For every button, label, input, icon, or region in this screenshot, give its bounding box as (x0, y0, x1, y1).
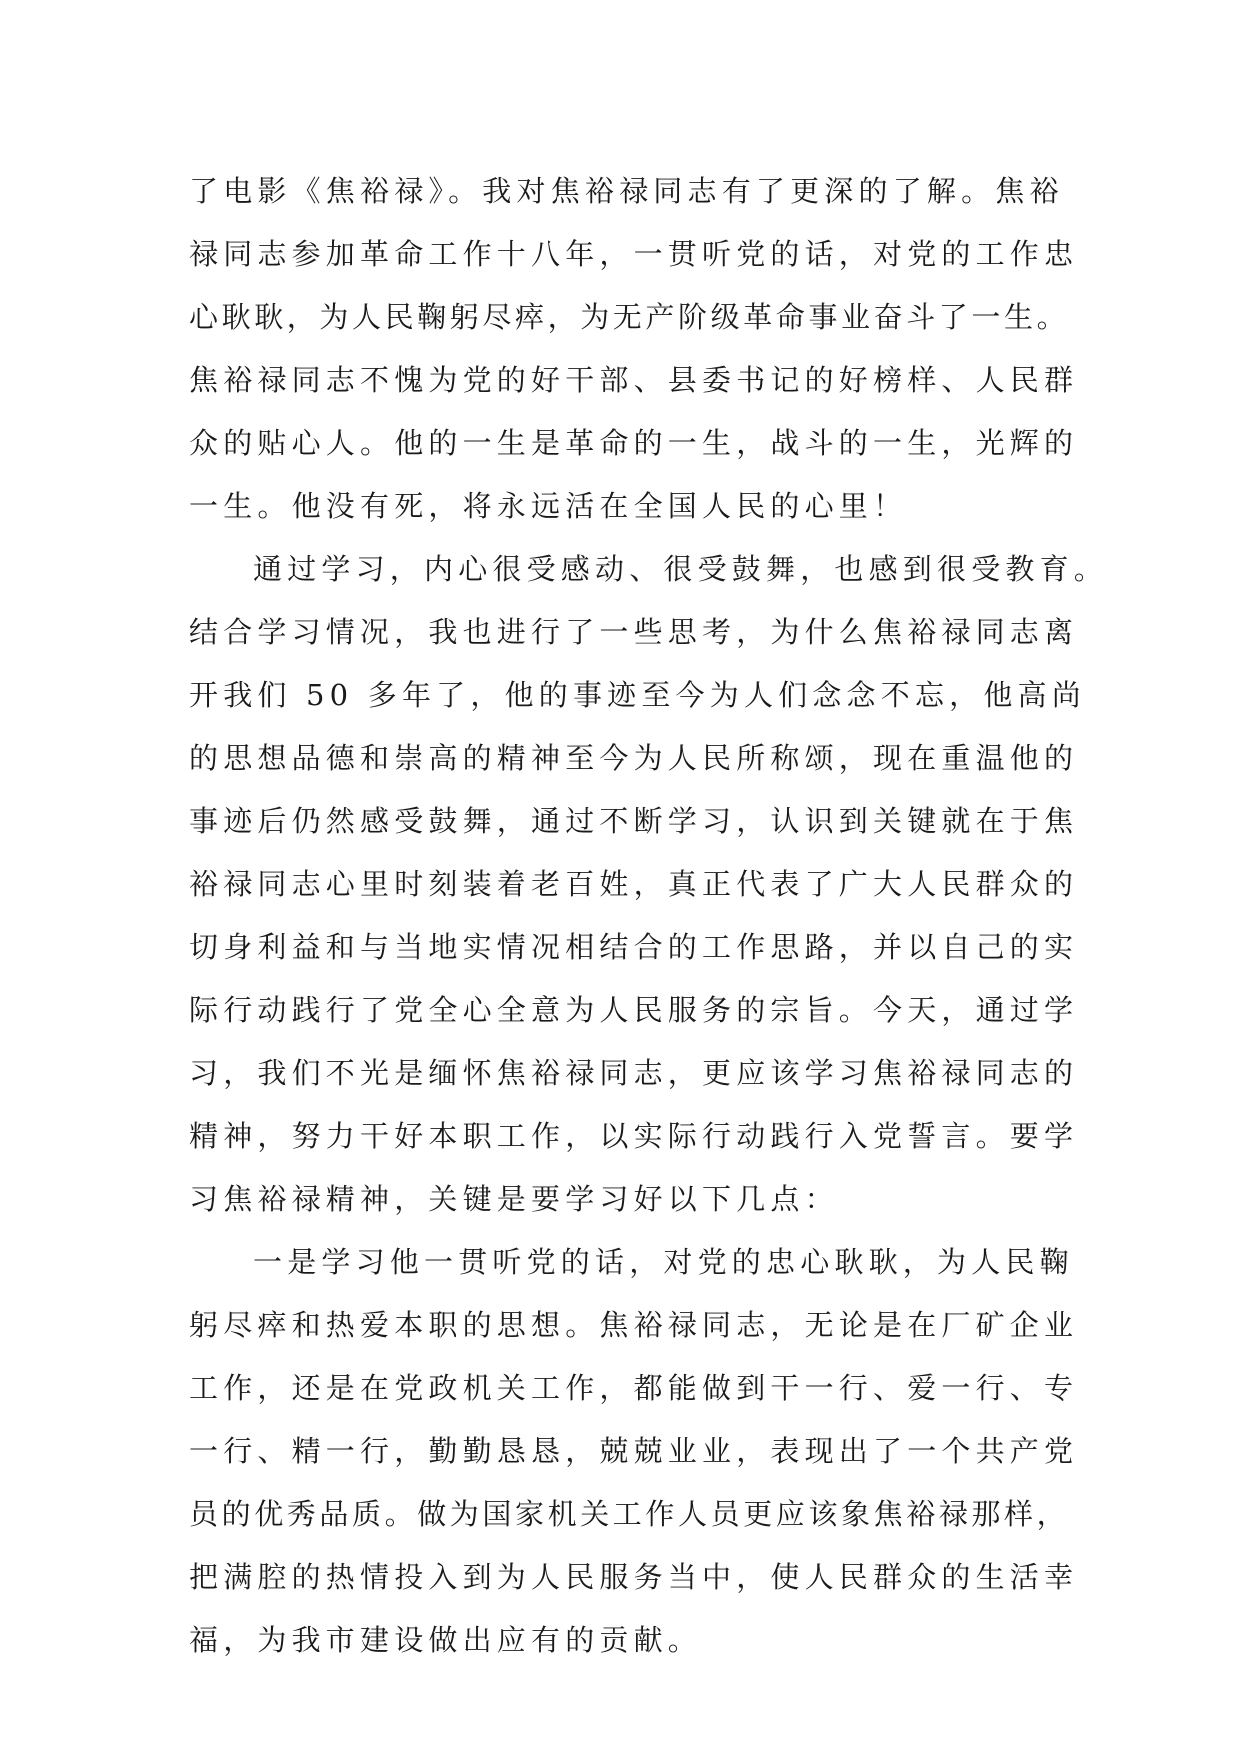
paragraph-line: 焦裕禄同志不愧为党的好干部、县委书记的好榜样、人民群 (189, 363, 1079, 397)
paragraph-line: 一行、精一行，勤勤恳恳，兢兢业业，表现出了一个共产党 (189, 1434, 1079, 1468)
paragraph-line: 把满腔的热情投入到为人民服务当中，使人民群众的生活幸 (189, 1560, 1079, 1594)
paragraph-line: 裕禄同志心里时刻装着老百姓，真正代表了广大人民群众的 (189, 867, 1079, 901)
paragraph-line: 的思想品德和崇高的精神至今为人民所称颂，现在重温他的 (189, 741, 1079, 775)
paragraph-line: 了电影《焦裕禄》。我对焦裕禄同志有了更深的了解。焦裕 (189, 174, 1064, 208)
paragraph-line: 习，我们不光是缅怀焦裕禄同志，更应该学习焦裕禄同志的 (189, 1056, 1079, 1090)
paragraph-line: 众的贴心人。他的一生是革命的一生，战斗的一生，光辉的 (189, 426, 1079, 460)
paragraph-line: 际行动践行了党全心全意为人民服务的宗旨。今天，通过学 (189, 993, 1079, 1027)
paragraph-line: 一生。他没有死，将永远活在全国人民的心里！ (189, 489, 908, 523)
paragraph-line: 躬尽瘁和热爱本职的思想。焦裕禄同志，无论是在厂矿企业 (189, 1308, 1079, 1342)
document-body (189, 160, 1109, 1672)
paragraph-line: 禄同志参加革命工作十八年，一贯听党的话，对党的工作忠 (189, 237, 1079, 271)
paragraph-2 (189, 538, 1109, 1231)
paragraph-line: 事迹后仍然感受鼓舞，通过不断学习，认识到关键就在于焦 (189, 804, 1079, 838)
paragraph-line: 开我们 50 多年了，他的事迹至今为人们念念不忘，他高尚 (189, 678, 1086, 712)
paragraph-line: 福，为我市建设做出应有的贡献。 (189, 1623, 703, 1657)
paragraph-3 (189, 1231, 1079, 1672)
paragraph-line: 一是学习他一贯听党的话，对党的忠心耿耿，为人民鞠 (253, 1245, 1074, 1279)
paragraph-1 (189, 160, 1079, 538)
paragraph-line: 切身利益和与当地实情况相结合的工作思路，并以自己的实 (189, 930, 1079, 964)
paragraph-line: 习焦裕禄精神，关键是要学习好以下几点： (189, 1182, 839, 1216)
paragraph-line: 心耿耿，为人民鞠躬尽瘁，为无产阶级革命事业奋斗了一生。 (189, 300, 1070, 334)
paragraph-line: 结合学习情况，我也进行了一些思考，为什么焦裕禄同志离 (189, 615, 1079, 649)
paragraph-line: 员的优秀品质。做为国家机关工作人员更应该象焦裕禄那样， (189, 1497, 1070, 1531)
paragraph-line: 工作，还是在党政机关工作，都能做到干一行、爱一行、专 (189, 1371, 1079, 1405)
paragraph-line: 通过学习，内心很受感动、很受鼓舞，也感到很受教育。 (253, 552, 1109, 586)
paragraph-line: 精神，努力干好本职工作，以实际行动践行入党誓言。要学 (189, 1119, 1079, 1153)
